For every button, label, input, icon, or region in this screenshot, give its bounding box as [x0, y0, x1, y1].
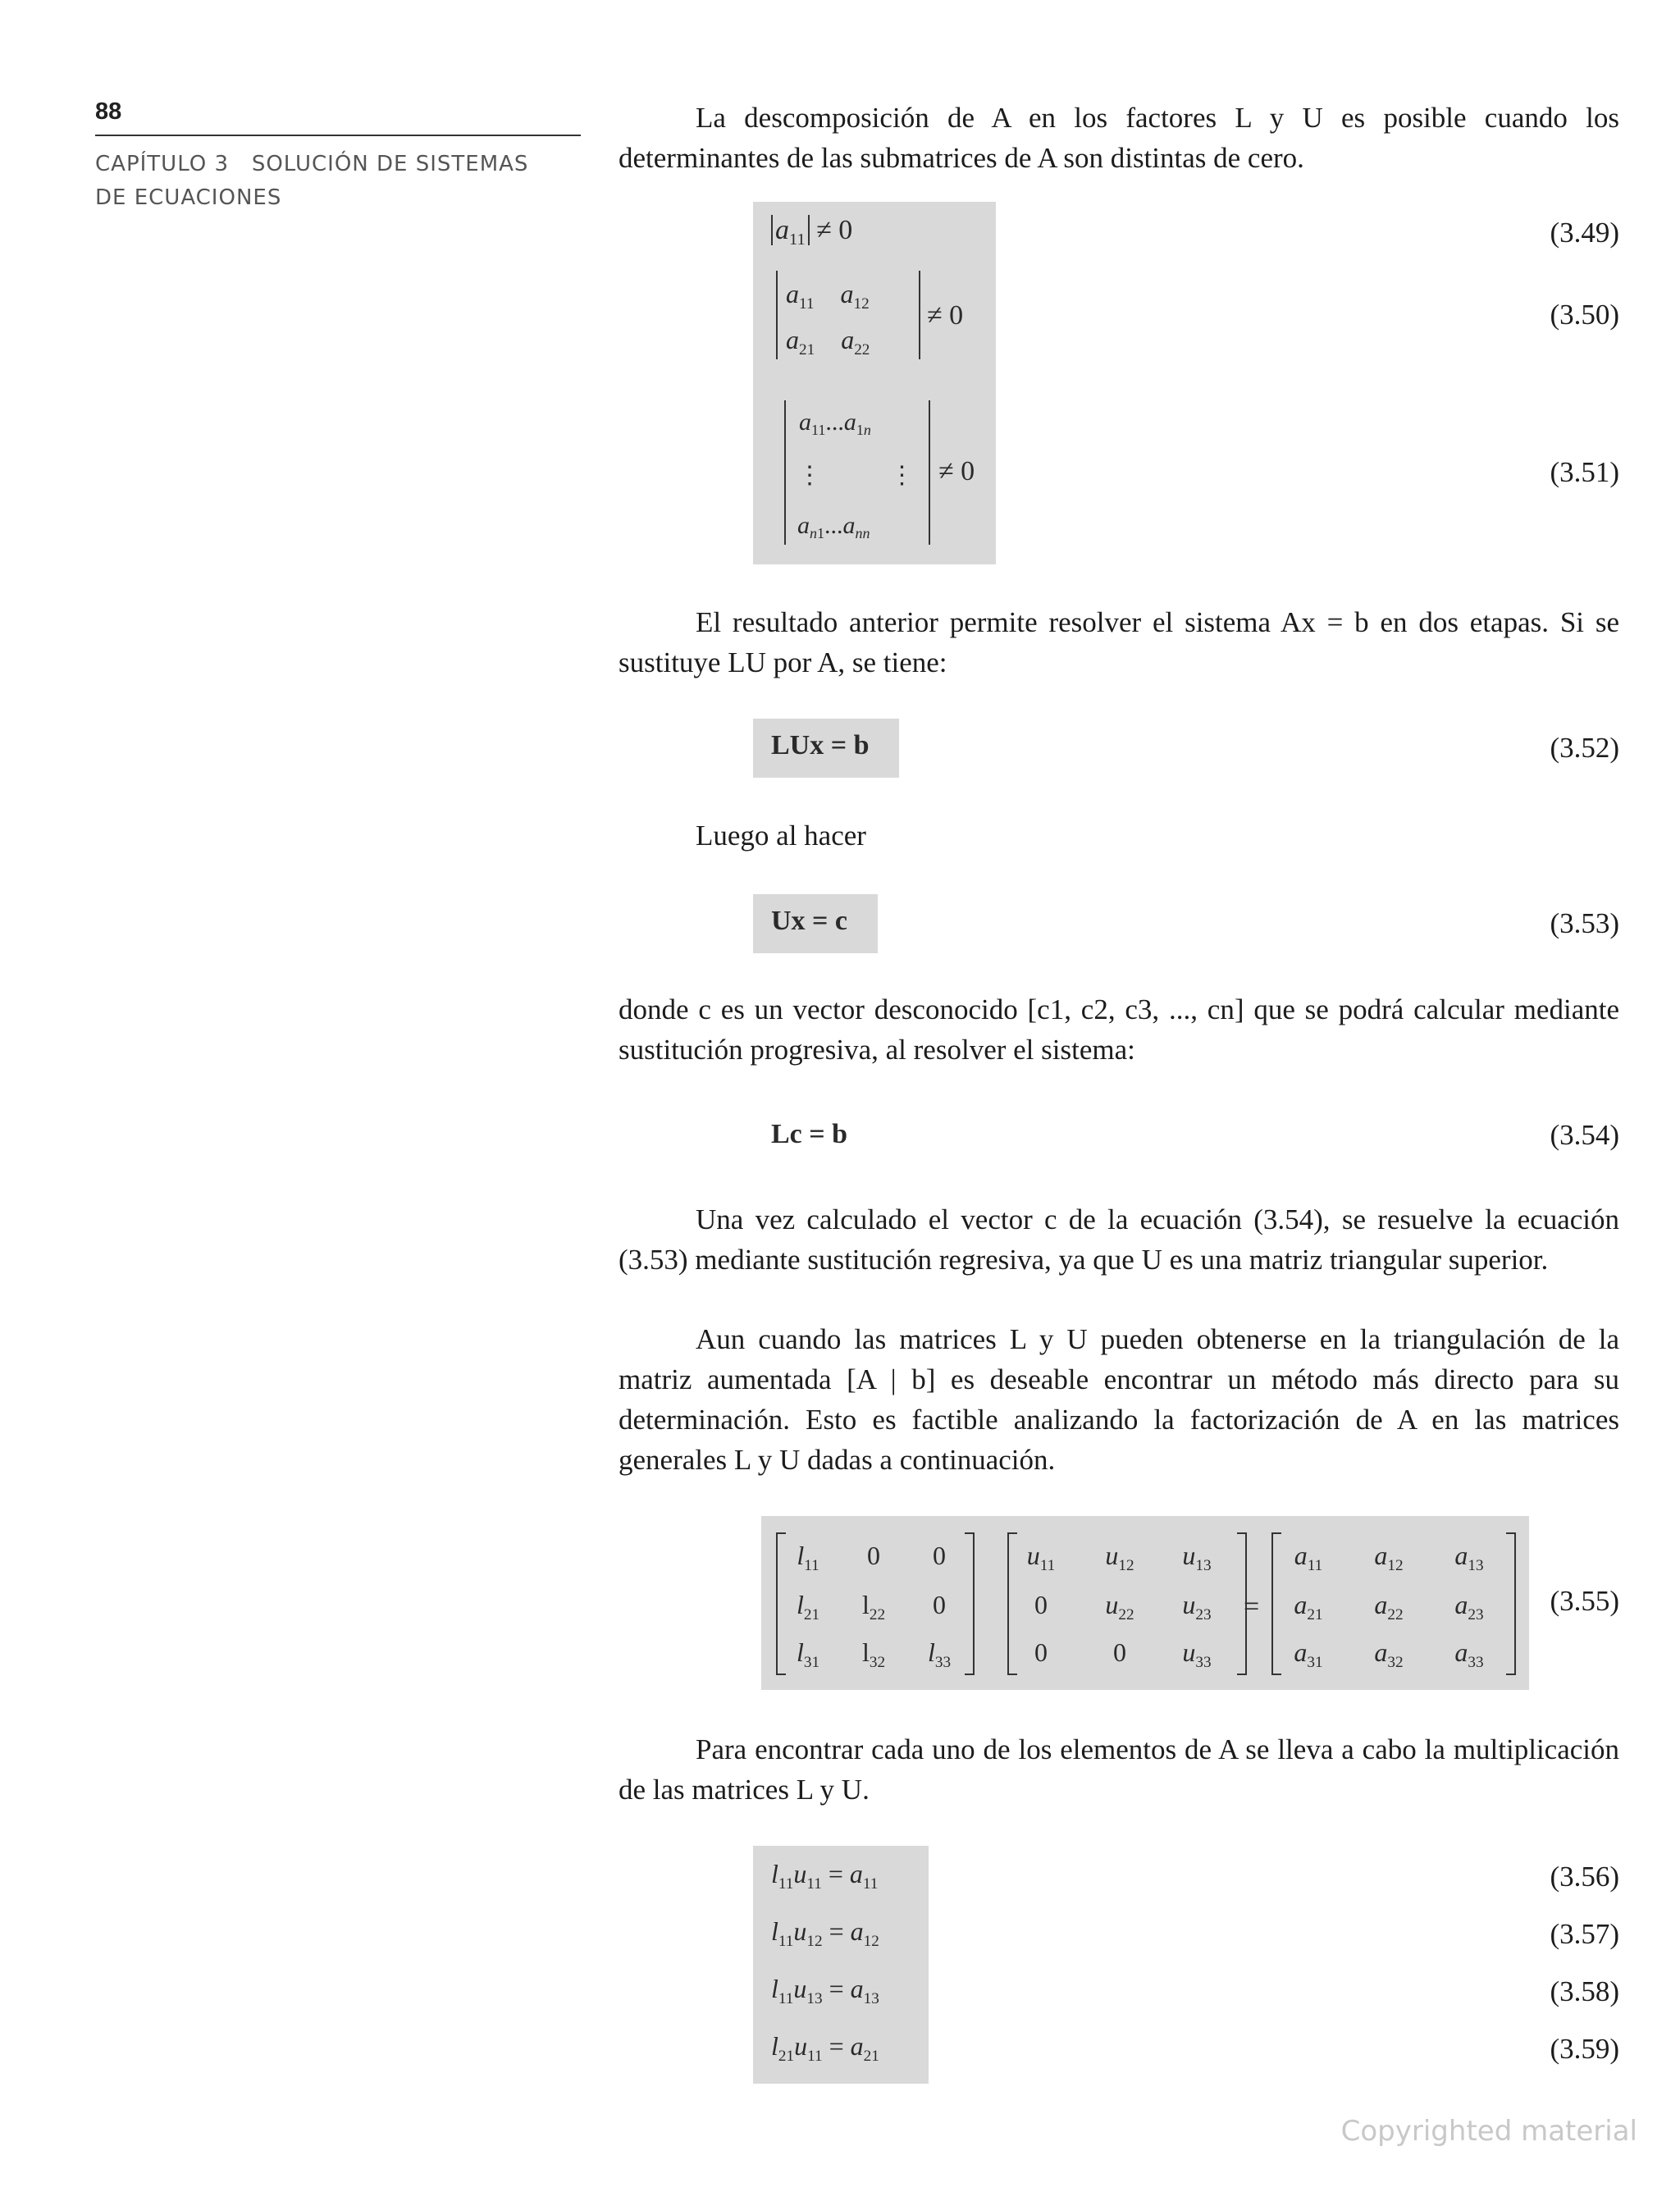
equation-number-3-54: (3.54)	[1550, 1119, 1619, 1151]
equation-number-3-51: (3.51)	[1550, 456, 1619, 488]
a12: $a_{12}$	[1374, 1541, 1404, 1574]
l23-zero: 0	[933, 1590, 946, 1619]
equation-3-52: LUx = b	[771, 730, 870, 760]
a31: $a_{31}$	[1294, 1637, 1323, 1671]
paragraph-7: Para encontrar cada uno de los elementos de A se lleva a cabo la multiplicación de las matrices L y U.	[619, 1733, 1619, 1806]
det-2x2-neq: ≠ 0	[927, 300, 964, 331]
chapter-title-line1: CAPÍTULO 3 SOLUCIÓN DE SISTEMAS	[95, 152, 529, 176]
det-2x2-row1: $a_{11}$ $a_{12}$	[786, 279, 870, 313]
a32: $a_{32}$	[1374, 1637, 1404, 1671]
det-bar-left-2x2	[776, 271, 778, 359]
equation-number-3-49: (3.49)	[1550, 217, 1619, 249]
paragraph-2: El resultado anterior permite resolver el sistema Ax = b en dos etapas. Si se sustituye LU por A, se tiene:	[619, 606, 1619, 678]
det-nxn-row1: $a_{11}...a_{1n}$	[799, 409, 871, 439]
matrix-equals-sign: =	[1244, 1591, 1260, 1622]
equation-number-3-55: (3.55)	[1550, 1585, 1619, 1617]
det-bar-right-2x2	[919, 271, 920, 359]
u11: $u_{11}$	[1026, 1541, 1056, 1574]
det-bar-right-nxn	[929, 400, 930, 545]
l21: $l_{21}$	[796, 1590, 820, 1623]
l33: $l_{33}$	[927, 1637, 952, 1671]
page-number: 88	[95, 98, 122, 125]
equation-number-3-50: (3.50)	[1550, 299, 1619, 331]
equation-3-53: Ux = c	[771, 906, 848, 936]
det-nxn-neq: ≠ 0	[938, 456, 975, 486]
a13: $a_{13}$	[1454, 1541, 1484, 1574]
paragraph-6: Aun cuando las matrices L y U pueden obtenerse en la triangulación de la matriz aumentada [A | b] es deseable encontrar un método más directo para su determinación. Esto es factible analizando la factorización de A en las matrices generales L y U dadas a continuación.	[619, 1323, 1619, 1476]
equation-number-3-52: (3.52)	[1550, 732, 1619, 764]
u13: $u_{13}$	[1182, 1541, 1212, 1574]
u23: $u_{23}$	[1182, 1590, 1212, 1623]
u12: $u_{12}$	[1105, 1541, 1134, 1574]
l31: $l_{31}$	[796, 1637, 820, 1671]
equation-number-3-59: (3.59)	[1550, 2033, 1619, 2065]
l12-zero: 0	[867, 1541, 880, 1570]
l11: $l_{11}$	[797, 1541, 819, 1574]
u32-zero: 0	[1113, 1637, 1126, 1667]
header-rule	[95, 135, 581, 136]
u21-zero: 0	[1034, 1590, 1048, 1619]
equation-number-3-53: (3.53)	[1550, 907, 1619, 939]
equation-3-57: $l_{11}u_{12} = a_{12}$	[771, 1916, 879, 1950]
l22: $l_{22}$	[861, 1590, 886, 1623]
a11: $a_{11}$	[1294, 1541, 1323, 1574]
paragraph-5: Una vez calculado el vector c de la ecuación (3.54), se resuelve la ecuación (3.53) mediante sustitución regresiva, ya que U es una matriz triangular superior.	[619, 1203, 1619, 1276]
determinant-block	[753, 202, 996, 564]
a23: $a_{23}$	[1454, 1590, 1484, 1623]
matrix-a-bracket-right	[1506, 1532, 1516, 1675]
equation-3-49: $a_{11} \ne 0$	[771, 215, 852, 246]
a22: $a_{22}$	[1374, 1590, 1404, 1623]
a33: $a_{33}$	[1454, 1637, 1484, 1671]
chapter-title-line2: DE ECUACIONES	[95, 185, 282, 210]
det-2x2-row2: $a_{21}$ $a_{22}$	[786, 325, 870, 358]
paragraph-1: La descomposición de A en los factores L y U es posible cuando los determinantes de las submatrices de A son distintas de cero.	[619, 102, 1619, 174]
l32: $l_{32}$	[861, 1637, 886, 1671]
u22: $u_{22}$	[1105, 1590, 1134, 1623]
equation-number-3-58: (3.58)	[1550, 1975, 1619, 2007]
equation-3-58: $l_{11}u_{13} = a_{13}$	[771, 1974, 879, 2007]
u31-zero: 0	[1034, 1637, 1048, 1667]
paragraph-4: donde c es un vector desconocido [c1, c2, c3, ..., cn] que se podrá calcular mediante sustitución progresiva, al resolver el sistema:	[619, 993, 1619, 1066]
equation-3-59: $l_{21}u_{11} = a_{21}$	[771, 2031, 879, 2065]
equation-number-3-57: (3.57)	[1550, 1918, 1619, 1950]
det-bar-left-nxn	[784, 400, 786, 545]
paragraph-3: Luego al hacer	[696, 820, 866, 852]
chapter-title	[95, 148, 587, 215]
equation-3-56: $l_{11}u_{11} = a_{11}$	[771, 1859, 879, 1893]
a21: $a_{21}$	[1294, 1590, 1323, 1623]
det-nxn-vdots: ⋮ ⋮	[797, 462, 915, 489]
l13-zero: 0	[933, 1541, 946, 1570]
u33: $u_{33}$	[1182, 1637, 1212, 1671]
det-nxn-row3: $a_{n1}...a_{nn}$	[797, 512, 870, 542]
copyright-watermark: Copyrighted material	[1340, 2115, 1637, 2148]
equation-3-54: Lc = b	[771, 1119, 848, 1149]
equation-number-3-56: (3.56)	[1550, 1861, 1619, 1893]
